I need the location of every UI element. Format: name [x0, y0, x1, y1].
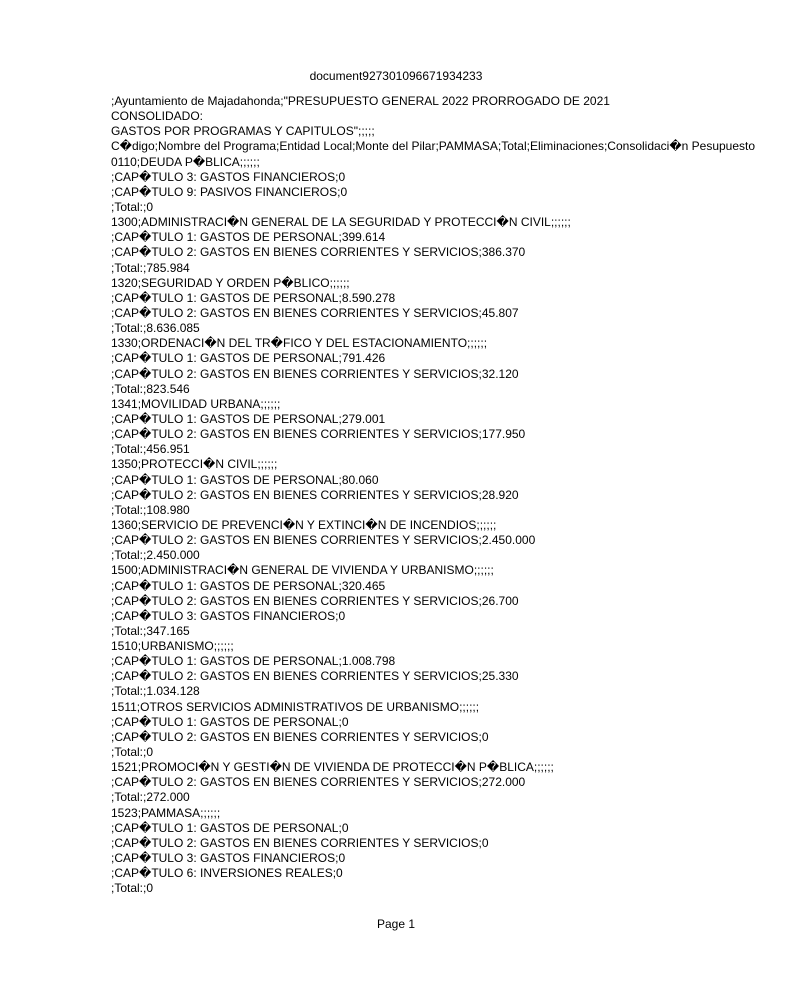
document-line: ;Ayuntamiento de Majadahonda;"PRESUPUESTO GENERAL 2022 PRORROGADO DE 2021 — [111, 94, 610, 108]
document-line: ;CAP�TULO 1: GASTOS DE PERSONAL;399.614 — [111, 230, 386, 245]
document-line: ;CAP�TULO 3: GASTOS FINANCIEROS;0 — [111, 169, 346, 184]
document-line: ;CAP�TULO 2: GASTOS EN BIENES CORRIENTES Y SERVICIOS;177.950 — [111, 427, 526, 442]
document-line: ;Total:;2.450.000 — [111, 548, 200, 563]
document-line: ;CAP�TULO 2: GASTOS EN BIENES CORRIENTES Y SERVICIOS;272.000 — [111, 775, 526, 790]
document-line: ;CAP�TULO 2: GASTOS EN BIENES CORRIENTES Y SERVICIOS;2.450.000 — [111, 533, 536, 548]
document-line: ;Total:;456.951 — [111, 442, 190, 457]
document-line: ;Total:;0 — [111, 199, 154, 214]
document-line: 1500;ADMINISTRACI�N GENERAL DE VIVIENDA Y URBANISMO;;;;;; — [111, 563, 494, 578]
document-line: 1360;SERVICIO DE PREVENCI�N Y EXTINCI�N DE INCENDIOS;;;;;; — [111, 517, 497, 532]
document-line: ;Total:;1.034.128 — [111, 684, 200, 699]
document-line: 1510;URBANISMO;;;;;; — [111, 639, 234, 654]
document-line: GASTOS POR PROGRAMAS Y CAPITULOS";;;;; — [111, 124, 375, 139]
document-line: ;Total:;8.636.085 — [111, 321, 200, 336]
document-line: ;CAP�TULO 2: GASTOS EN BIENES CORRIENTES Y SERVICIOS;28.920 — [111, 487, 519, 502]
document-line: ;Total:;272.000 — [111, 790, 190, 805]
document-line: 1300;ADMINISTRACI�N GENERAL DE LA SEGURIDAD Y PROTECCI�N CIVIL;;;;;; — [111, 215, 571, 230]
document-line: C�digo;Nombre del Programa;Entidad Local;Monte del Pilar;PAMMASA;Total;Eliminaciones;Consolidaci�n Pesupuesto — [111, 139, 756, 154]
document-line: 1511;OTROS SERVICIOS ADMINISTRATIVOS DE URBANISMO;;;;;; — [111, 699, 480, 714]
document-line: ;CAP�TULO 1: GASTOS DE PERSONAL;1.008.798 — [111, 654, 396, 669]
document-line: ;CAP�TULO 9: PASIVOS FINANCIEROS;0 — [111, 184, 348, 199]
document-line: ;Total:;823.546 — [111, 381, 190, 396]
document-title: document927301096671934233 — [309, 69, 483, 83]
document-line: ;Total:;347.165 — [111, 623, 190, 638]
document-line: CONSOLIDADO: — [111, 109, 204, 124]
document-line: ;CAP�TULO 2: GASTOS EN BIENES CORRIENTES Y SERVICIOS;25.330 — [111, 669, 519, 684]
document-line: ;Total:;0 — [111, 881, 154, 896]
document-line: 1341;MOVILIDAD URBANA;;;;;; — [111, 396, 281, 411]
document-line: ;CAP�TULO 1: GASTOS DE PERSONAL;320.465 — [111, 578, 386, 593]
document-line: 1350;PROTECCI�N CIVIL;;;;;; — [111, 457, 278, 472]
document-line: ;CAP�TULO 2: GASTOS EN BIENES CORRIENTES Y SERVICIOS;0 — [111, 729, 489, 744]
document-line: ;CAP�TULO 2: GASTOS EN BIENES CORRIENTES Y SERVICIOS;32.120 — [111, 366, 519, 381]
document-line: ;Total:;0 — [111, 745, 154, 760]
document-line: ;CAP�TULO 2: GASTOS EN BIENES CORRIENTES Y SERVICIOS;386.370 — [111, 245, 526, 260]
document-line: ;CAP�TULO 1: GASTOS DE PERSONAL;791.426 — [111, 351, 386, 366]
document-line: ;CAP�TULO 1: GASTOS DE PERSONAL;0 — [111, 820, 349, 835]
document-line: ;CAP�TULO 3: GASTOS FINANCIEROS;0 — [111, 608, 346, 623]
document-line: 1521;PROMOCI�N Y GESTI�N DE VIVIENDA DE PROTECCI�N P�BLICA;;;;;; — [111, 760, 554, 775]
document-line: ;CAP�TULO 2: GASTOS EN BIENES CORRIENTES Y SERVICIOS;26.700 — [111, 593, 519, 608]
document-line: ;CAP�TULO 1: GASTOS DE PERSONAL;8.590.278 — [111, 290, 396, 305]
document-line: ;CAP�TULO 1: GASTOS DE PERSONAL;279.001 — [111, 411, 386, 426]
document-line: 1330;ORDENACI�N DEL TR�FICO Y DEL ESTACIONAMIENTO;;;;;; — [111, 336, 488, 351]
document-line: ;CAP�TULO 2: GASTOS EN BIENES CORRIENTES Y SERVICIOS;0 — [111, 835, 489, 850]
document-line: ;CAP�TULO 3: GASTOS FINANCIEROS;0 — [111, 851, 346, 866]
document-line: 1523;PAMMASA;;;;;; — [111, 805, 221, 820]
document-body — [111, 94, 786, 896]
document-line: ;Total:;785.984 — [111, 260, 190, 275]
document-line: ;Total:;108.980 — [111, 502, 190, 517]
document-line: ;CAP�TULO 1: GASTOS DE PERSONAL;0 — [111, 714, 349, 729]
document-line: ;CAP�TULO 2: GASTOS EN BIENES CORRIENTES Y SERVICIOS;45.807 — [111, 305, 519, 320]
document-line: 0110;DEUDA P�BLICA;;;;;; — [111, 154, 260, 169]
document-line: ;CAP�TULO 1: GASTOS DE PERSONAL;80.060 — [111, 472, 379, 487]
page-number: Page 1 — [376, 917, 416, 931]
document-line: ;CAP�TULO 6: INVERSIONES REALES;0 — [111, 866, 343, 881]
document-line: 1320;SEGURIDAD Y ORDEN P�BLICO;;;;;; — [111, 275, 350, 290]
